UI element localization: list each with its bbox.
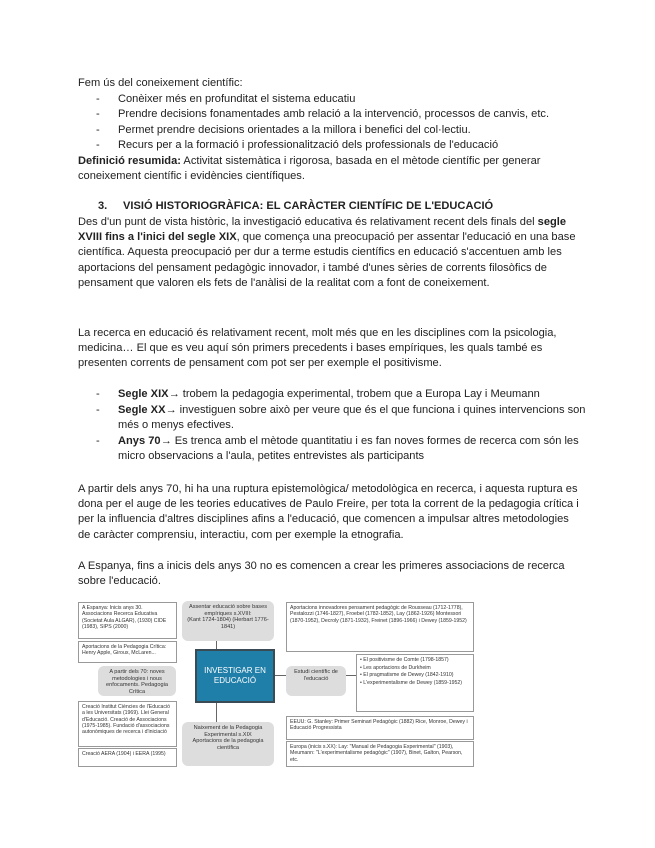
spain-box: A Espanya: Inicis anys 30. Associacions Recerca Educativa (Societat Aula ALGAR), (1930) CIDE (1983), SIPS (2000) bbox=[78, 602, 177, 639]
era-text bbox=[118, 387, 586, 402]
paragraph-history bbox=[78, 215, 584, 291]
bullet-dash: - bbox=[96, 388, 100, 400]
concept-diagram bbox=[78, 597, 578, 769]
era-text bbox=[118, 434, 586, 464]
paragraph-spain: A Espanya, fins a inicis dels anys 30 no es comencen a crear les primeres associacions de recerca sobre l'educació. bbox=[78, 560, 565, 588]
intro-text: Fem ús del coneixement científic: bbox=[78, 77, 243, 89]
positivism-item: • L'experimentalisme de Dewey (1859-1952) bbox=[360, 679, 463, 686]
bullet-dash: - bbox=[96, 139, 100, 151]
center-node: INVESTIGAR EN EDUCACIÓ bbox=[195, 649, 275, 703]
usa-box: EEUU: G. Stanley: Primer Seminari Pedagògic (1882) Rice, Monroe, Dewey i Educació Progressista bbox=[286, 716, 474, 740]
from-70s-node: A partir dels 70: noves metodologies i nous enfocaments. Pedagogia Crítica bbox=[98, 666, 176, 696]
era-description: trobem la pedagogia experimental, trobem que a Europa Lay i Meumann bbox=[179, 388, 540, 400]
era-description: investiguen sobre això per veure que és el que funciona i quines intervencions son més o menys efectives. bbox=[118, 404, 586, 432]
era-label: Segle XX bbox=[118, 404, 166, 416]
positivism-item: • Les aportacions de Durkheim bbox=[360, 664, 431, 671]
era-label: Segle XIX bbox=[118, 388, 169, 400]
associations-box: Creació Institut Ciències de l'Educació a les Universitats (1969). Llei General d'Educació. Creació de Associacions (1975-1985). Fundació d'associacions autonòmiques de recerca i d'iniciació bbox=[78, 701, 177, 747]
paragraph-research: La recerca en educació és relativament recent, molt més que en les disciplines com la psicologia, medicina… El que es veu aquí són primers precedents i bases empíriques, les quals també es presenten corrents de pensament com pot ser per exemple el positivisme. bbox=[78, 327, 557, 370]
positivism-box bbox=[356, 654, 474, 712]
birth-text: Aportacions de la pedagogia científica bbox=[192, 738, 264, 751]
connector-line bbox=[216, 640, 217, 649]
definition-paragraph bbox=[78, 154, 584, 184]
paragraph-rupture: A partir dels anys 70, hi ha una ruptura epistemològica/ metodològica en recerca, i aquesta ruptura es dona per el auge de les teories educatives de Paulo Freire, per tota la corrent de la pedagogia crítica i per la influencia d'altres disciplines afins a l'educació, que comencen a impulsar altres metodologies de caràcter comprensiu, interactiu, com per exemple la etnografia. bbox=[78, 483, 579, 541]
europe-box: Europa (inicis s.XX): Lay: "Manual de Pedagogia Experimental" (1903), Meumann: "L'experimentalisme pedagògic" (1907), Binet, Galton, Pearson, etc. bbox=[286, 741, 474, 767]
kant-text: (Kant 1724-1804) (Herbart 1776-1841) bbox=[187, 617, 269, 630]
bullet-dash: - bbox=[96, 108, 100, 120]
critical-pedagogy-box: Aportacions de la Pedagogia Crítica: Henry Apple, Giroux, McLaren... bbox=[78, 641, 177, 663]
section-number: 3. bbox=[98, 200, 108, 212]
positivism-item: • El pragmatisme de Dewey (1842-1910) bbox=[360, 672, 454, 679]
definition-label: Definició resumida: bbox=[78, 155, 181, 167]
positivism-item: • El positivisme de Comte (1798-1857) bbox=[360, 657, 449, 663]
connector-line bbox=[346, 675, 356, 676]
paragraph-history-a: Des d'un punt de vista històric, la investigació educativa és relativament recent dels finals del bbox=[78, 216, 538, 228]
bullet-dash: - bbox=[96, 124, 100, 136]
connector-line bbox=[216, 702, 217, 722]
era-arrow: → bbox=[160, 435, 172, 447]
kant-node bbox=[182, 601, 274, 641]
pioneers-box: Aportacions innovadores pensament pedagògic de Rousseau (1712-1778), Pestalozzi (1746-1827), Froebel (1782-1852), Lay (1862-1926) Montessori (1870-1952), Decroly (1871-1932), Freinet (1896-1966) i Dewey (1859-1952) bbox=[286, 602, 474, 652]
era-label: Anys 70 bbox=[118, 435, 161, 447]
paragraph-history-c: , que comença una preocupació per assentar l'educació en una base científica. Aquesta preocupació per dur a terme estudis científics en educació s'accentuen amb les aportacions del pensament pedagògic innovador, i també d'unes sèries de corrents filosòfics de pensament que valoren els fets de l'anàlisi de la realitat com a font de coneixement. bbox=[78, 231, 576, 289]
bullet-dash: - bbox=[96, 435, 100, 447]
aera-box: Creació AERA (1904) i EERA (1995) bbox=[78, 748, 177, 767]
paragraph-history-b: segle XVIII fins a l'inici del segle XIX bbox=[78, 216, 567, 244]
era-description: Es trenca amb el mètode quantitatiu i es fan noves formes de recerca com són les micro observacions a l'aula, petites entrevistes als participants bbox=[118, 435, 579, 463]
list-item-text: Recurs per a la formació i professionalització dels professionals de l'educació bbox=[118, 139, 499, 151]
era-text bbox=[118, 403, 586, 433]
era-arrow: → bbox=[168, 388, 180, 400]
era-arrow: → bbox=[165, 404, 177, 416]
definition-text: Activitat sistemàtica i rigorosa, basada en el mètode científic per generar coneixement científic i evidències científiques. bbox=[78, 155, 541, 183]
list-item-text: Prendre decisions fonamentades amb relació a la intervenció, processos de canvis, etc. bbox=[118, 108, 550, 120]
experimental-pedagogy-node bbox=[182, 722, 274, 766]
bullet-dash: - bbox=[96, 93, 100, 105]
list-item-text: Conèixer més en profunditat el sistema educatiu bbox=[118, 93, 356, 105]
birth-title: Naixement de la Pedagogia Experimental s.XIX bbox=[193, 725, 263, 738]
section-title: VISIÓ HISTORIOGRÀFICA: EL CARÀCTER CIENTÍFIC DE L'EDUCACIÓ bbox=[123, 200, 494, 212]
kant-title: Assentar educació sobre bases empíriques s.XVIII: bbox=[188, 604, 268, 617]
scientific-study-node: Estudi científic de l'educació bbox=[286, 666, 346, 696]
bullet-dash: - bbox=[96, 404, 100, 416]
list-item-text: Permet prendre decisions orientades a la millora i benefici del col·lectiu. bbox=[118, 124, 471, 136]
